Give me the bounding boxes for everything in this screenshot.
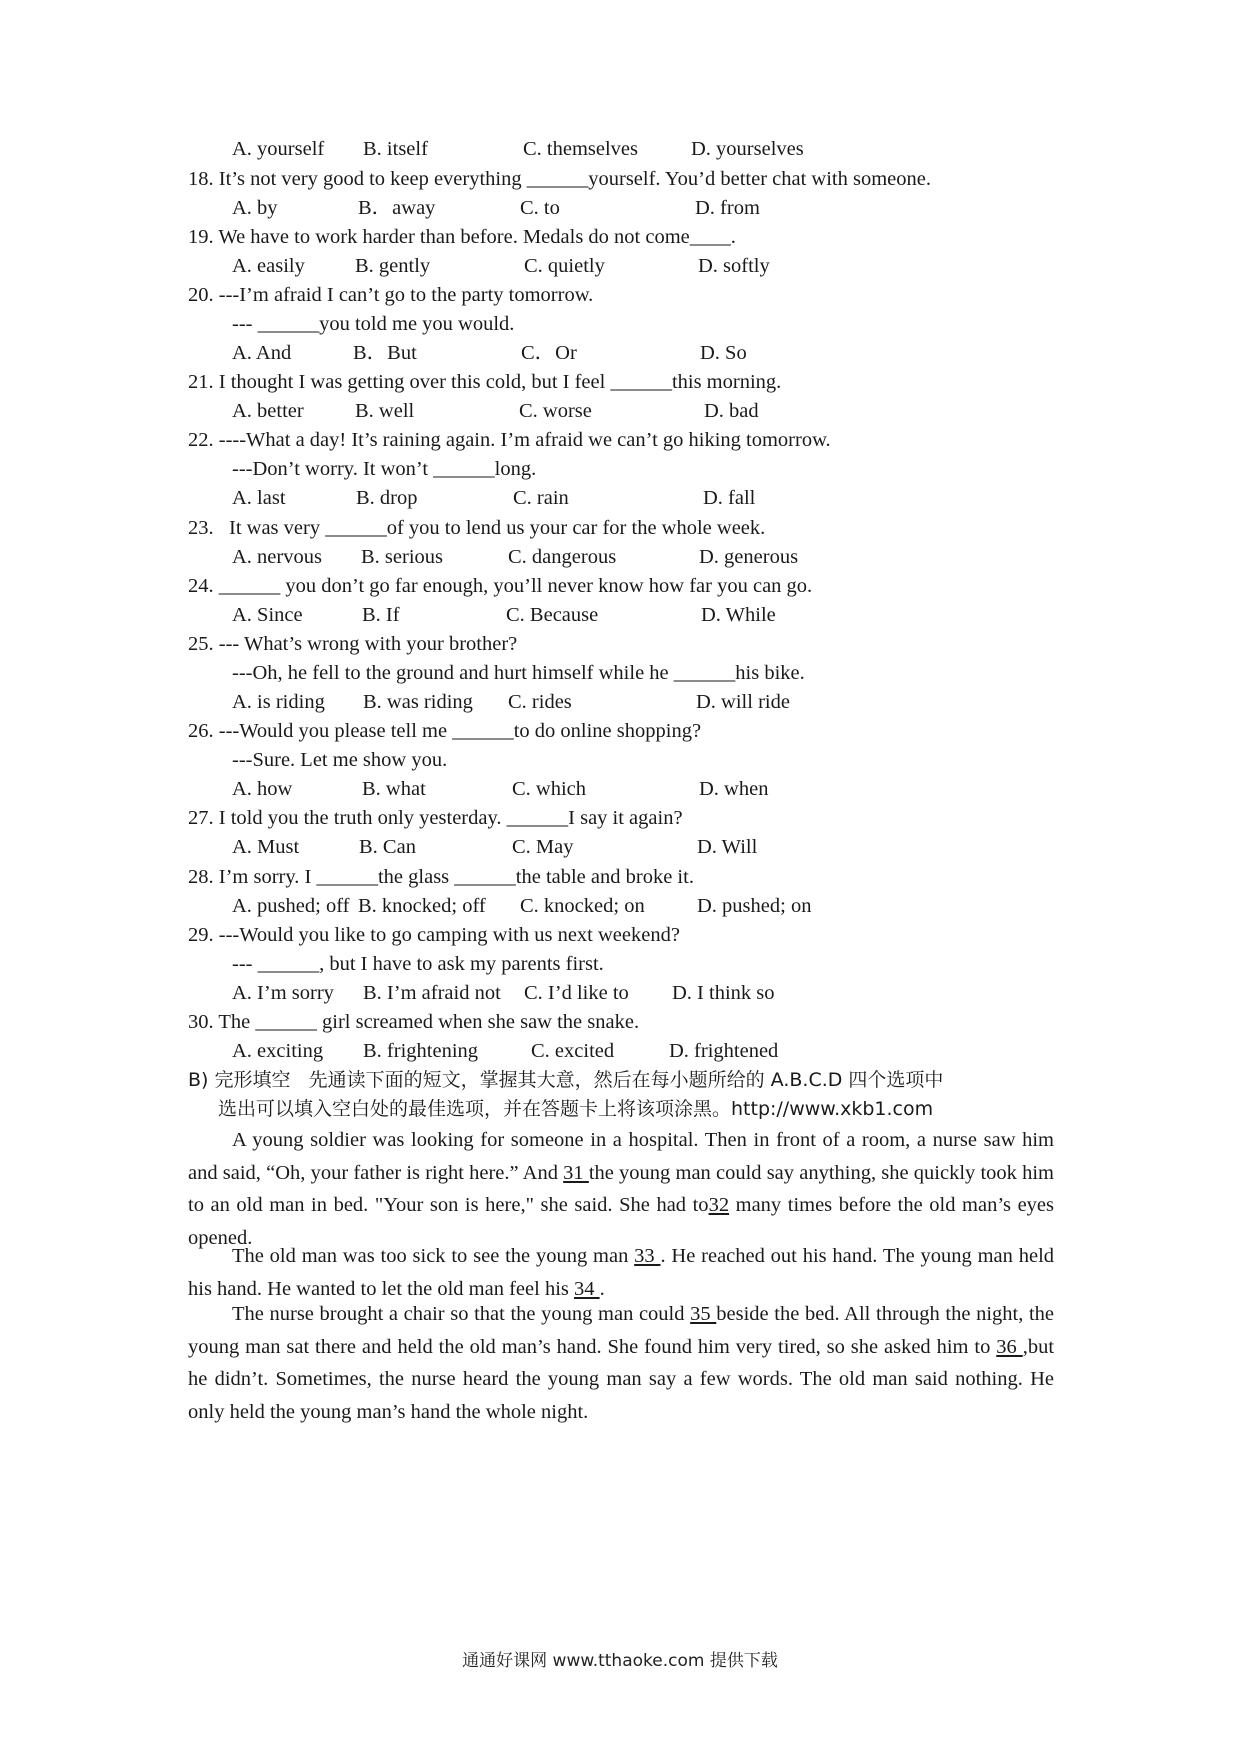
q25-stem-reply: ---Oh, he fell to the ground and hurt himself while he ______his bike. <box>232 662 805 684</box>
option-a: A. is riding <box>232 691 325 713</box>
option-d: D. frightened <box>669 1040 779 1062</box>
option-c: C. dangerous <box>508 546 617 568</box>
passage-paragraph-1 <box>188 1124 1054 1254</box>
option-d: D. bad <box>704 400 759 422</box>
passage-text: beside the bed. All through the night, the young man sat there and held the old man’s hand. She found him very tired, so she asked him to <box>188 1303 1055 1358</box>
section-instruction-cont: 选出可以填入空白处的最佳选项，并在答题卡上将该项涂黑。http://www.xkb1.com <box>218 1098 934 1120</box>
option-d: D. Will <box>697 836 758 858</box>
option-d: D. yourselves <box>691 138 804 160</box>
passage-text: . He reached out his hand. The young man held his hand. He wanted to let the old man feel his <box>188 1245 1055 1300</box>
option-d: D. from <box>695 197 760 219</box>
q18-options <box>232 195 1132 221</box>
option-a: A. yourself <box>232 138 325 160</box>
option-a: A. pushed; off <box>232 895 350 917</box>
option-d: D. pushed; on <box>697 895 812 917</box>
blank-34: 34 <box>574 1277 600 1300</box>
passage-text: A young soldier was looking for someone in a hospital. Then in front of a room, a nurse saw him and said, “Oh, your father is right here.” And <box>188 1129 1054 1184</box>
q27-options <box>232 834 1132 860</box>
blank-32: 32 <box>708 1194 730 1217</box>
q26-stem: 26. ---Would you please tell me ______to do online shopping? <box>188 720 702 742</box>
section-instruction: 先通读下面的短文，掌握其大意，然后在每小题所给的 A.B.C.D 四个选项中 <box>308 1069 944 1091</box>
option-b: B. frightening <box>363 1040 479 1062</box>
option-a: A. nervous <box>232 546 322 568</box>
blank-35: 35 <box>690 1303 717 1325</box>
q21-options <box>232 398 1132 424</box>
q25-options <box>232 689 1132 715</box>
option-c: C. to <box>520 197 560 219</box>
q28-options <box>232 893 1132 919</box>
option-c: C. Because <box>506 604 599 626</box>
q21-stem: 21. I thought I was getting over this cold, but I feel ______this morning. <box>188 371 782 393</box>
option-a: A. exciting <box>232 1040 324 1062</box>
option-c: C. rain <box>513 487 569 509</box>
option-c: C. quietly <box>524 255 605 277</box>
passage-text: The old man was too sick to see the young man <box>232 1245 635 1267</box>
blank-31: 31 <box>563 1161 589 1184</box>
option-a: A. Since <box>232 604 303 626</box>
option-c: C. knocked; on <box>520 895 645 917</box>
section-title: 完形填空 <box>214 1069 291 1091</box>
option-c: C. worse <box>519 400 592 422</box>
q18-stem: 18. It’s not very good to keep everything ______yourself. You’d better chat with someone. <box>188 168 931 190</box>
option-a: A. how <box>232 778 293 800</box>
option-b: B. well <box>355 400 415 422</box>
option-c: C．Or <box>521 342 577 364</box>
option-b: B. serious <box>361 546 443 568</box>
option-c: C. rides <box>508 691 572 713</box>
option-a: A. Must <box>232 836 300 858</box>
passage-text: The nurse brought a chair so that the young man could <box>232 1303 691 1325</box>
option-a: A. And <box>232 342 292 364</box>
section-b-heading <box>188 1067 943 1093</box>
option-d: D. While <box>701 604 776 626</box>
option-c: C. I’d like to <box>524 982 629 1004</box>
q20-stem: 20. ---I’m afraid I can’t go to the party tomorrow. <box>188 284 594 306</box>
q29-options <box>232 980 1132 1006</box>
q24-options <box>232 602 1132 628</box>
passage-text: . <box>599 1277 605 1300</box>
option-d: D. will ride <box>696 691 790 713</box>
option-b: B. what <box>362 778 426 800</box>
q23-options <box>232 544 1132 570</box>
passage-text: many times before the old man’s eyes opened. <box>188 1194 1054 1249</box>
q26-stem-reply: ---Sure. Let me show you. <box>232 749 448 771</box>
page-footer: 通通好课网 www.tthaoke.com 提供下载 <box>462 1651 778 1671</box>
option-b: B. Can <box>359 836 416 858</box>
q29-stem: 29. ---Would you like to go camping with us next weekend? <box>188 924 680 946</box>
passage-text: the young man could say anything, she quickly took him to an old man in bed. "Your son is here," she said. She had to <box>188 1161 1054 1217</box>
option-a: A. easily <box>232 255 305 277</box>
q22-stem: 22. ----What a day! It’s raining again. I’m afraid we can’t go hiking tomorrow. <box>188 429 831 451</box>
q27-stem: 27. I told you the truth only yesterday. ______I say it again? <box>188 807 683 829</box>
q22-stem-reply: ---Don’t worry. It won’t ______long. <box>232 458 537 480</box>
option-c: C. which <box>512 778 587 800</box>
blank-36: 36 <box>996 1335 1023 1358</box>
option-b: B. If <box>362 604 400 626</box>
q30-stem: 30. The ______ girl screamed when she saw the snake. <box>188 1011 640 1033</box>
option-d: D. generous <box>699 546 799 568</box>
section-label: B) <box>188 1069 209 1091</box>
q22-options <box>232 485 1132 511</box>
option-c: C. excited <box>531 1040 615 1062</box>
q17-options <box>232 136 1132 162</box>
option-c: C. May <box>512 836 574 858</box>
option-b: B. gently <box>355 255 431 277</box>
q25-stem: 25. --- What’s wrong with your brother? <box>188 633 518 655</box>
option-c: C. themselves <box>523 138 639 160</box>
option-b: B. was riding <box>363 691 473 713</box>
q28-stem: 28. I’m sorry. I ______the glass ______the table and broke it. <box>188 866 694 888</box>
option-a: A. last <box>232 487 286 509</box>
q20-stem-reply: --- ______you told me you would. <box>232 313 515 335</box>
option-d: D. So <box>700 342 747 364</box>
option-d: D. I think so <box>672 982 775 1004</box>
q30-options <box>232 1038 1132 1064</box>
q24-stem: 24. ______ you don’t go far enough, you’ll never know how far you can go. <box>188 575 813 597</box>
option-a: A. by <box>232 197 278 219</box>
option-d: D. fall <box>703 487 756 509</box>
option-b: B. itself <box>363 138 428 160</box>
passage-text: ,but he didn’t. Sometimes, the nurse heard the young man say a few words. The old man said nothing. He only held the young man’s hand the whole night. <box>188 1335 1055 1423</box>
q23-stem: 23. It was very ______of you to lend us your car for the whole week. <box>188 517 766 539</box>
q19-stem: 19. We have to work harder than before. Medals do not come____. <box>188 226 736 248</box>
q26-options <box>232 776 1132 802</box>
q29-stem-reply: --- ______, but I have to ask my parents first. <box>232 953 604 975</box>
option-b: B．away <box>358 197 436 219</box>
option-d: D. when <box>699 778 769 800</box>
passage-paragraph-3 <box>188 1298 1054 1428</box>
blank-33: 33 <box>634 1245 661 1267</box>
option-d: D. softly <box>698 255 770 277</box>
option-b: B. knocked; off <box>358 895 486 917</box>
option-b: B. drop <box>356 487 418 509</box>
q19-options <box>232 253 1132 279</box>
option-b: B．But <box>353 342 417 364</box>
option-a: A. better <box>232 400 304 422</box>
passage-paragraph-2 <box>188 1240 1054 1305</box>
q20-options <box>232 340 1132 366</box>
option-a: A. I’m sorry <box>232 982 334 1004</box>
option-b: B. I’m afraid not <box>363 982 501 1004</box>
